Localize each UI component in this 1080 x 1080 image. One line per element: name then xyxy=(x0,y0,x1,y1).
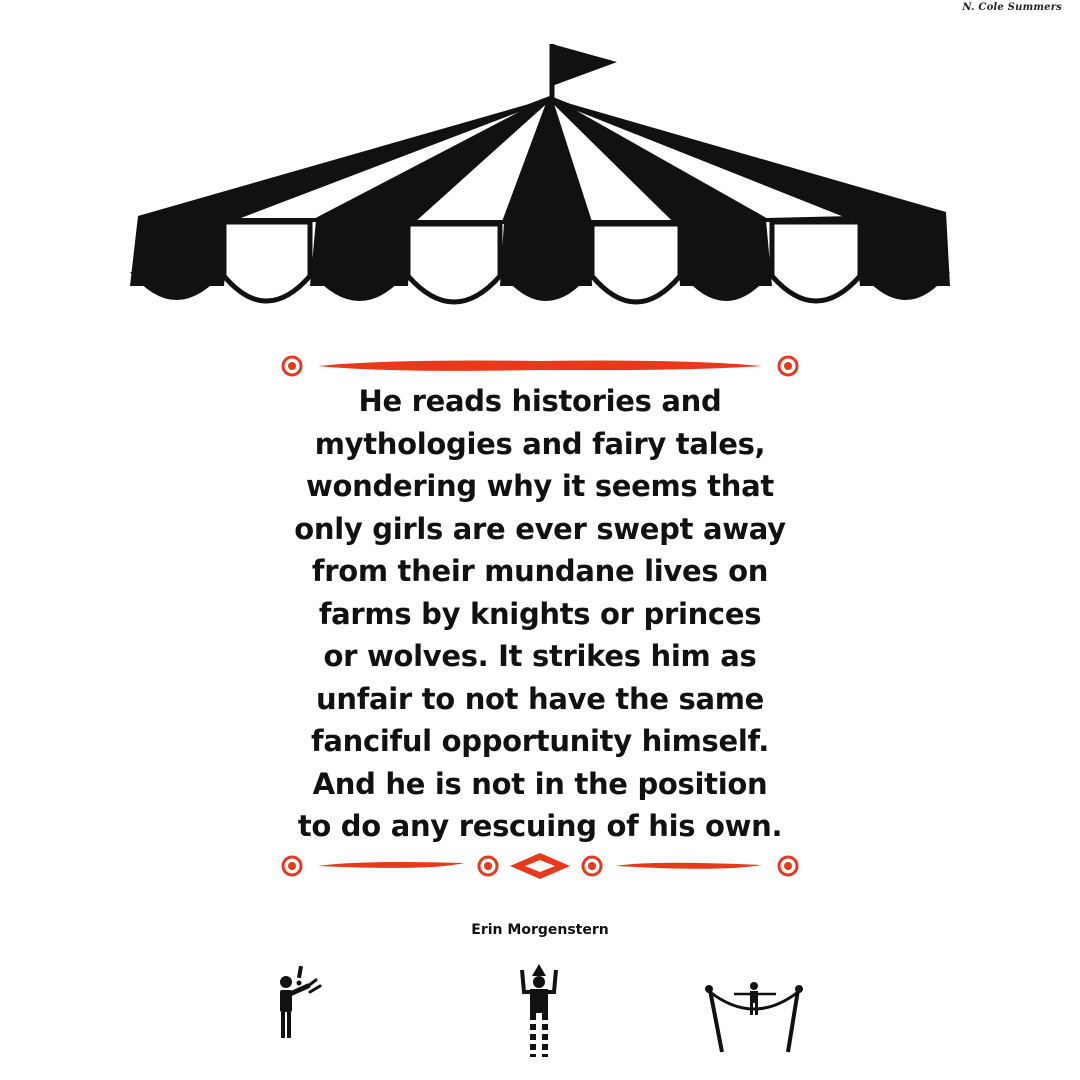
quote-line: from their mundane lives on xyxy=(311,554,769,588)
quote-line: to do any rescuing of his own. xyxy=(297,809,783,843)
quote-line: only girls are ever swept away xyxy=(294,511,786,546)
quote-line: fanciful opportunity himself. xyxy=(311,724,769,758)
quote-line: wondering why it seems that xyxy=(306,469,774,503)
juggler-icon xyxy=(272,962,332,1044)
quote-line: farms by knights or princes xyxy=(318,596,762,631)
quote-line: He reads histories and xyxy=(358,384,722,418)
quote-line: And he is not in the position xyxy=(312,766,768,801)
quote-line: or wolves. It strikes him as xyxy=(323,639,757,673)
quote-line: unfair to not have the same xyxy=(316,681,764,716)
quote-line: mythologies and fairy tales, xyxy=(314,426,766,461)
stilt-walker-icon xyxy=(512,962,566,1062)
bottom-ornament-divider xyxy=(270,851,810,881)
tightrope-walker-icon xyxy=(700,980,810,1054)
circus-tent-icon xyxy=(120,36,960,316)
artist-signature: N. Cole Summers xyxy=(962,2,1062,13)
author-name: Erin Morgenstern xyxy=(471,922,609,938)
quote-text xyxy=(230,380,850,848)
top-ornament-divider xyxy=(270,351,810,381)
